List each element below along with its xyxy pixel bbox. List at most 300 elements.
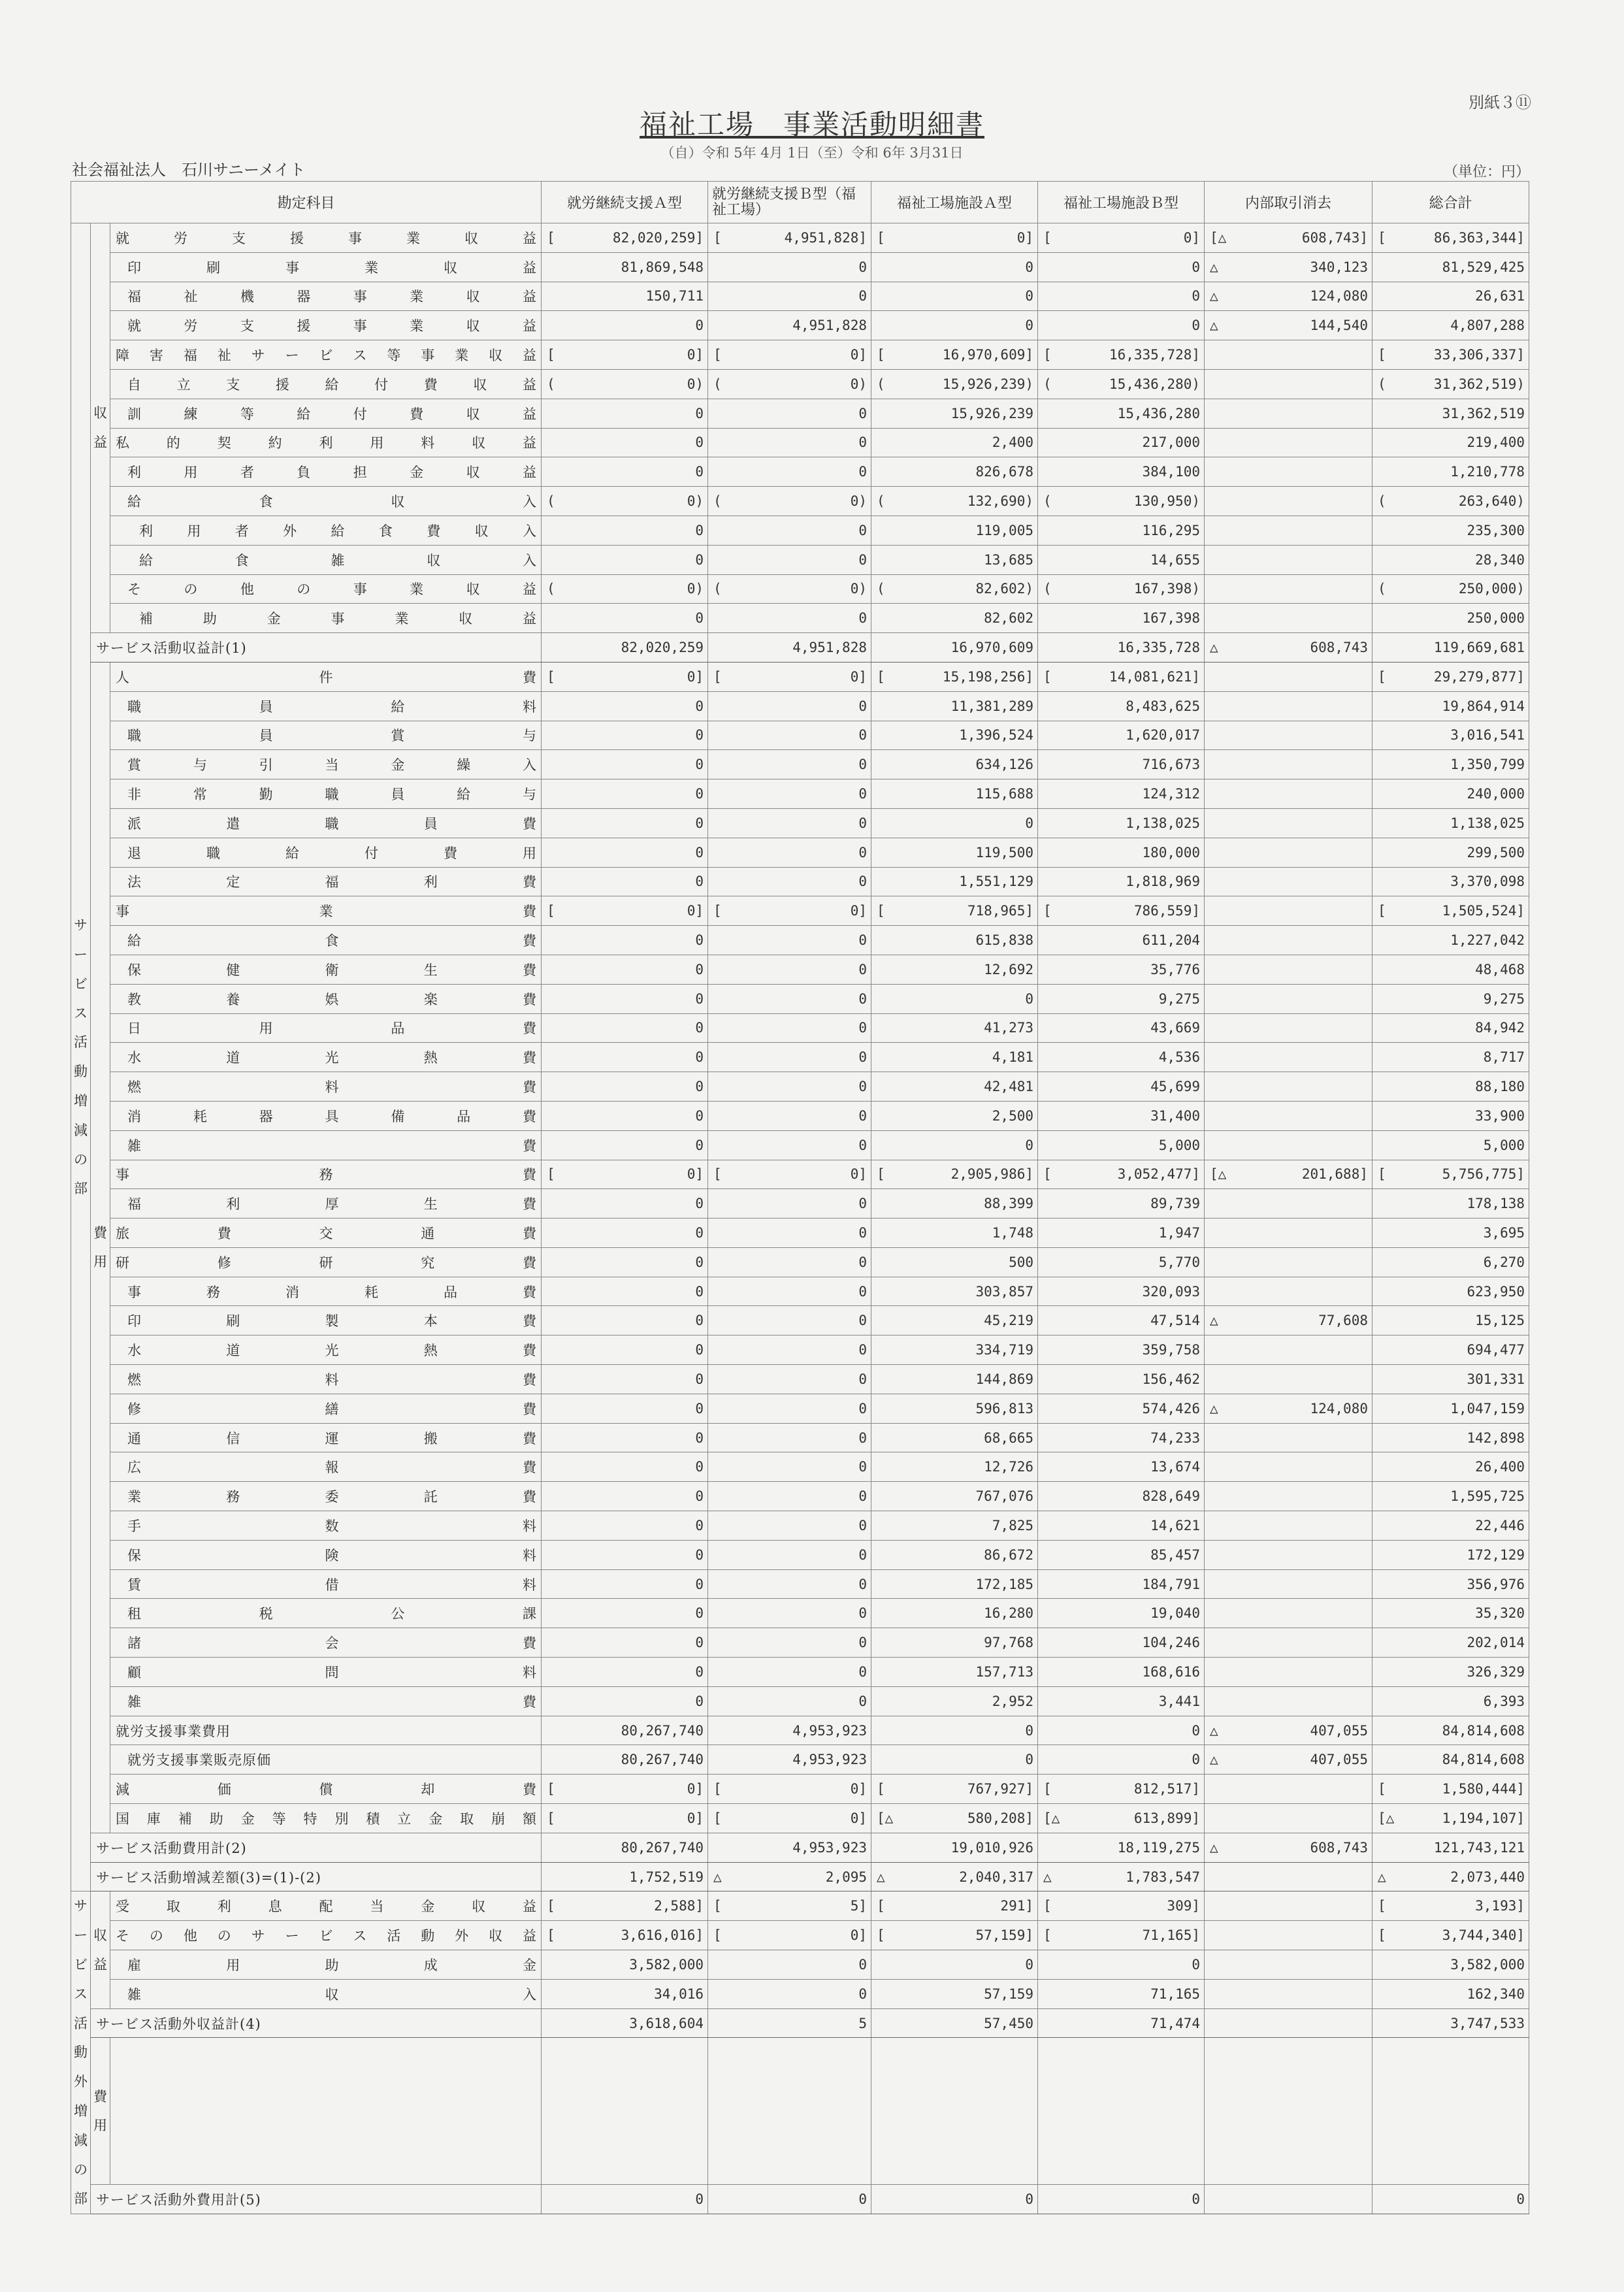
amount-cell [871,369,1038,399]
amount-cell: 16,335,728 [1038,633,1205,663]
amount-cell: 0 [708,457,871,487]
account-item: 燃料費 [110,1365,542,1394]
amount-cell [1205,399,1372,428]
amount-cell: 0 [542,955,708,984]
amount-prefix: [ [1043,347,1052,363]
amount-cell: 250,000 [1372,604,1529,633]
amount-cell: 0 [542,808,708,838]
amount-cell: 12,726 [871,1452,1038,1482]
blank-cell [708,2038,871,2126]
statement-row [71,428,1529,457]
statement-row [71,1979,1529,2008]
statement-row [71,1219,1529,1248]
period-label: （自）令和 5年 4月 1日（至）令和 6年 3月31日 [660,145,964,161]
amount-value: 124,080 [1310,1400,1368,1416]
amount-cell: 828,649 [1038,1482,1205,1511]
amount-cell: 3,016,541 [1372,721,1529,750]
amount-cell: 3,441 [1038,1686,1205,1716]
amount-cell [542,1160,708,1189]
amount-value: 0) [687,493,704,510]
statement-row [71,1745,1529,1775]
amount-cell: 219,400 [1372,428,1529,457]
amount-cell: 615,838 [871,926,1038,955]
amount-cell [1205,1189,1372,1219]
amount-cell [1372,369,1529,399]
account-item: 通信運搬費 [110,1423,542,1452]
amount-cell: 303,857 [871,1277,1038,1306]
amount-cell: 0 [542,1130,708,1160]
amount-cell: 574,426 [1038,1394,1205,1423]
amount-cell: 184,791 [1038,1569,1205,1599]
section-non-service-label: サ ー ビ ス 活 動 外 増 減 の 部 [71,1891,91,2214]
amount-cell: 19,040 [1038,1599,1205,1628]
unit-label: （単位：円） [1444,164,1531,180]
amount-cell [1205,1247,1372,1277]
amount-prefix: △ [1210,640,1218,656]
amount-prefix: [ [1378,903,1386,919]
amount-cell: 0 [708,867,871,896]
amount-cell [1205,1979,1372,2008]
amount-cell [1038,223,1205,253]
amount-value: 130,950) [1133,493,1200,510]
blank-row [71,2126,1529,2155]
amount-prefix: △ [1210,259,1218,275]
statement-row [71,311,1529,340]
statement-row [71,1540,1529,1569]
amount-cell [1205,1160,1372,1189]
amount-cell: 356,976 [1372,1569,1529,1599]
amount-cell [1205,252,1372,282]
amount-cell [1205,779,1372,809]
amount-cell: 172,129 [1372,1540,1529,1569]
amount-cell: 84,814,608 [1372,1745,1529,1775]
amount-cell [1372,662,1529,691]
amount-value: 0] [850,1810,867,1826]
amount-value: 786,559] [1133,903,1200,919]
amount-value: 0] [687,1781,704,1797]
amount-cell: 0 [542,1686,708,1716]
amount-cell: 0 [1038,1745,1205,1775]
amount-cell: 80,267,740 [542,1745,708,1775]
amount-value: 15,436,280) [1109,376,1200,392]
amount-cell [1205,223,1372,253]
account-item: サービス活動増減差額(3)=(1)-(2) [91,1862,542,1891]
amount-cell: 116,295 [1038,516,1205,545]
amount-cell: 0 [708,282,871,311]
amount-cell [1205,1950,1372,1980]
amount-cell [1038,487,1205,516]
statement-row [71,1921,1529,1950]
amount-cell [1205,633,1372,663]
amount-value: 767,927] [967,1781,1033,1797]
amount-cell: 235,300 [1372,516,1529,545]
statement-row [71,223,1529,253]
amount-value: 3,193] [1475,1898,1525,1914]
amount-cell: 0 [708,604,871,633]
amount-value: 407,055 [1310,1752,1368,1768]
amount-cell: 0 [542,984,708,1013]
amount-prefix: ( [547,581,555,597]
amount-cell [1205,1482,1372,1511]
account-item: 印刷事業収益 [110,252,542,282]
amount-cell: 43,669 [1038,1013,1205,1043]
statement-row [71,399,1529,428]
amount-cell [1205,1745,1372,1775]
amount-cell: 18,119,275 [1038,1833,1205,1862]
amount-cell [1205,1130,1372,1160]
amount-value: 0] [687,903,704,919]
amount-cell [1205,750,1372,779]
amount-cell: 0 [542,1306,708,1335]
amount-prefix: [ [1378,347,1386,363]
amount-cell: 81,869,548 [542,252,708,282]
amount-cell [1205,926,1372,955]
amount-prefix: [ [713,1927,722,1944]
amount-cell [1205,1540,1372,1569]
amount-cell: 0 [542,691,708,721]
statement-row [71,926,1529,955]
amount-cell [1205,340,1372,370]
amount-prefix: [ [877,903,885,919]
amount-cell: 0 [542,516,708,545]
amount-prefix: [ [547,229,555,246]
amount-value: 16,335,728] [1109,347,1200,363]
amount-cell: 0 [542,1511,708,1541]
amount-value: 15,926,239) [942,376,1033,392]
amount-cell [708,1160,871,1189]
statement-row [71,574,1529,604]
amount-value: 0) [850,376,867,392]
amount-cell: 12,692 [871,955,1038,984]
statement-row [71,1130,1529,1160]
statement-row [71,867,1529,896]
amount-value: 4,951,828] [784,229,867,246]
amount-cell [708,1775,871,1804]
header-account: 勘定科目 [71,182,542,223]
amount-cell [1205,1043,1372,1072]
statement-row [71,1716,1529,1745]
header-col-2: 就労継続支援Ｂ型（福祉工場） [708,182,871,223]
amount-cell: 202,014 [1372,1628,1529,1658]
amount-cell [1205,1804,1372,1833]
amount-cell: 0 [871,1716,1038,1745]
account-item: 給食収入 [110,487,542,516]
statement-row [71,1891,1529,1921]
amount-prefix: [ [877,229,885,246]
header-col-4: 福祉工場施設Ｂ型 [1038,182,1205,223]
amount-cell: 1,595,725 [1372,1482,1529,1511]
amount-cell: 157,713 [871,1658,1038,1687]
amount-cell [1372,896,1529,926]
amount-prefix: [ [1378,1781,1386,1797]
blank-cell [542,2038,708,2126]
amount-cell: 0 [871,2185,1038,2214]
amount-cell [1372,1804,1529,1833]
amount-cell: 0 [542,1365,708,1394]
account-item: 雑収入 [110,1979,542,2008]
amount-cell [871,223,1038,253]
account-item: 就労支援事業収益 [110,311,542,340]
amount-cell: 0 [1038,311,1205,340]
amount-cell: 42,481 [871,1072,1038,1102]
amount-cell: 82,602 [871,604,1038,633]
amount-cell: 0 [708,1569,871,1599]
amount-cell: 1,138,025 [1372,808,1529,838]
amount-value: 1,505,524] [1442,903,1525,919]
account-item: 賃借料 [110,1569,542,1599]
amount-cell [1038,1804,1205,1833]
account-item: 事務消耗品費 [110,1277,542,1306]
account-item: その他のサービス活動外収益 [110,1921,542,1950]
blank-row [71,2038,1529,2126]
amount-value: 3,052,477] [1117,1166,1200,1183]
amount-cell: 1,551,129 [871,867,1038,896]
page-title: 福祉工場 事業活動明細書 [639,108,984,140]
amount-value: 250,000) [1458,581,1525,597]
amount-cell [871,1921,1038,1950]
account-item: サービス活動費用計(2) [91,1833,542,1862]
amount-cell: 0 [542,2185,708,2214]
amount-cell [1205,1891,1372,1921]
amount-cell: 119,005 [871,516,1038,545]
statement-row [71,1452,1529,1482]
account-item: 人件費 [110,662,542,691]
amount-cell: 1,138,025 [1038,808,1205,838]
header-col-6: 総合計 [1372,182,1529,223]
amount-cell: 0 [708,1452,871,1482]
amount-cell: 119,669,681 [1372,633,1529,663]
amount-prefix: [ [877,1898,885,1914]
account-item: 燃料費 [110,1072,542,1102]
amount-prefix: ( [1378,376,1386,392]
amount-value: 0) [687,581,704,597]
amount-cell: 0 [542,1452,708,1482]
amount-cell [1205,955,1372,984]
amount-cell: 0 [542,1423,708,1452]
amount-prefix: ( [877,581,885,597]
amount-cell: 3,370,098 [1372,867,1529,896]
account-item: サービス活動外収益計(4) [91,2008,542,2038]
amount-cell: 5,000 [1372,1130,1529,1160]
amount-cell: 84,942 [1372,1013,1529,1043]
amount-cell: 2,952 [871,1686,1038,1716]
amount-cell [1205,1716,1372,1745]
amount-cell [1038,1921,1205,1950]
amount-cell: 0 [708,516,871,545]
amount-cell [1205,282,1372,311]
amount-cell: 144,869 [871,1365,1038,1394]
amount-cell: 4,951,828 [708,633,871,663]
statement-row [71,779,1529,809]
amount-cell: 4,953,923 [708,1716,871,1745]
blank-cell [542,2126,708,2155]
amount-value: 3,616,016] [621,1927,704,1944]
account-item: 事務費 [110,1160,542,1189]
amount-cell: 0 [708,1686,871,1716]
blank-cell [1372,2038,1529,2126]
amount-cell: 0 [1038,252,1205,282]
blank-cell [1038,2155,1205,2185]
amount-cell [708,896,871,926]
amount-prefix: ( [1378,581,1386,597]
amount-prefix: [ [547,903,555,919]
amount-value: 0] [850,347,867,363]
amount-value: 0) [850,493,867,510]
amount-cell: 0 [871,1130,1038,1160]
amount-prefix: △ [1210,1313,1218,1329]
account-item: 障害福祉サービス等事業収益 [110,340,542,370]
amount-cell: 0 [542,1277,708,1306]
amount-cell [1205,691,1372,721]
amount-cell: 41,273 [871,1013,1038,1043]
statement-row [71,750,1529,779]
account-item: 受取利息配当金収益 [110,1891,542,1921]
amount-cell [542,574,708,604]
amount-cell: 4,953,923 [708,1745,871,1775]
amount-prefix: [ [877,1927,885,1944]
amount-cell: 1,227,042 [1372,926,1529,955]
amount-cell: 500 [871,1247,1038,1277]
amount-cell [1205,1569,1372,1599]
amount-cell [871,896,1038,926]
amount-value: 82,602) [975,581,1033,597]
amount-cell: 34,016 [542,1979,708,2008]
amount-cell: 15,436,280 [1038,399,1205,428]
amount-cell [1205,1599,1372,1628]
account-item: 保険料 [110,1540,542,1569]
amount-prefix: [△ [1378,1810,1395,1826]
subsection-expense-label: 費 用 [91,2038,110,2185]
amount-prefix: △ [1210,318,1218,334]
amount-cell: 26,400 [1372,1452,1529,1482]
amount-cell [1038,1160,1205,1189]
blank-cell [110,2155,542,2185]
amount-cell: 0 [871,1950,1038,1980]
amount-cell: 3,582,000 [1372,1950,1529,1980]
amount-cell [542,340,708,370]
amount-value: 1,194,107] [1442,1810,1525,1826]
amount-prefix: △ [1210,1839,1218,1856]
amount-value: 0] [1016,229,1033,246]
amount-cell [1205,311,1372,340]
amount-cell: 0 [542,1247,708,1277]
amount-cell: 0 [708,1189,871,1219]
statement-row [71,1101,1529,1130]
amount-value: 580,208] [967,1810,1033,1826]
amount-cell: 80,267,740 [542,1833,708,1862]
amount-cell: 0 [708,721,871,750]
amount-cell [1372,1775,1529,1804]
account-item: 職員賞与 [110,721,542,750]
statement-row [71,808,1529,838]
statement-row [71,1775,1529,1804]
amount-cell: 74,233 [1038,1423,1205,1452]
account-item: 研修研究費 [110,1247,542,1277]
amount-cell: 0 [542,779,708,809]
amount-cell [1205,1013,1372,1043]
amount-value: 0] [687,347,704,363]
amount-prefix: [ [713,1898,722,1914]
amount-cell: 0 [542,1189,708,1219]
amount-cell [1205,1628,1372,1658]
amount-prefix: [ [713,347,722,363]
account-item: その他の事業収益 [110,574,542,604]
amount-cell [1205,1072,1372,1102]
account-item: 自立支援給付費収益 [110,369,542,399]
amount-cell: 35,320 [1372,1599,1529,1628]
amount-cell: 84,814,608 [1372,1716,1529,1745]
amount-cell: 71,165 [1038,1979,1205,2008]
amount-prefix: [ [1378,668,1386,685]
statement-row [71,1569,1529,1599]
amount-cell: 9,275 [1372,984,1529,1013]
amount-cell [1205,428,1372,457]
amount-cell: 299,500 [1372,838,1529,867]
amount-prefix: [ [713,1781,722,1797]
account-item: 租税公課 [110,1599,542,1628]
amount-value: 0] [850,1166,867,1183]
amount-cell: 611,204 [1038,926,1205,955]
table-header-row [71,182,1529,223]
account-item: 日用品費 [110,1013,542,1043]
amount-prefix: [△ [1043,1810,1060,1826]
amount-cell [1205,1277,1372,1306]
account-item: 福利厚生費 [110,1189,542,1219]
amount-cell: 0 [708,955,871,984]
amount-cell: 0 [542,311,708,340]
amount-cell: 13,685 [871,545,1038,574]
account-item: 非常勤職員給与 [110,779,542,809]
amount-prefix: ( [1043,376,1052,392]
amount-cell [1205,1686,1372,1716]
amount-cell: 4,181 [871,1043,1038,1072]
amount-cell: 48,468 [1372,955,1529,984]
amount-value: 0) [850,581,867,597]
statement-row [71,1482,1529,1511]
amount-cell [1372,574,1529,604]
amount-prefix: ( [713,376,722,392]
amount-cell: 8,717 [1372,1043,1529,1072]
statement-row [71,1804,1529,1833]
amount-cell [1205,1511,1372,1541]
account-item: 利用者負担金収益 [110,457,542,487]
account-item: 水道光熱費 [110,1043,542,1072]
amount-cell [1205,487,1372,516]
subsection-expense-label: 費 用 [91,662,110,1833]
amount-cell: 0 [708,1423,871,1452]
amount-cell: 6,393 [1372,1686,1529,1716]
amount-prefix: △ [1378,1869,1386,1885]
amount-cell [1205,867,1372,896]
account-item: 私的契約利用料収益 [110,428,542,457]
amount-cell: 0 [708,1365,871,1394]
amount-cell: 0 [708,1013,871,1043]
amount-prefix: [ [1043,1927,1052,1944]
amount-prefix: [ [1043,903,1052,919]
amount-cell [1205,2185,1372,2214]
amount-cell: 167,398 [1038,604,1205,633]
amount-prefix: ( [713,493,722,510]
amount-cell: 0 [708,1130,871,1160]
amount-cell: 168,616 [1038,1658,1205,1687]
amount-prefix: [ [1043,229,1052,246]
amount-cell: 81,529,425 [1372,252,1529,282]
amount-cell: 26,631 [1372,282,1529,311]
amount-cell: 0 [708,926,871,955]
amount-cell: 0 [871,252,1038,282]
amount-value: 0] [687,668,704,685]
amount-cell: 596,813 [871,1394,1038,1423]
